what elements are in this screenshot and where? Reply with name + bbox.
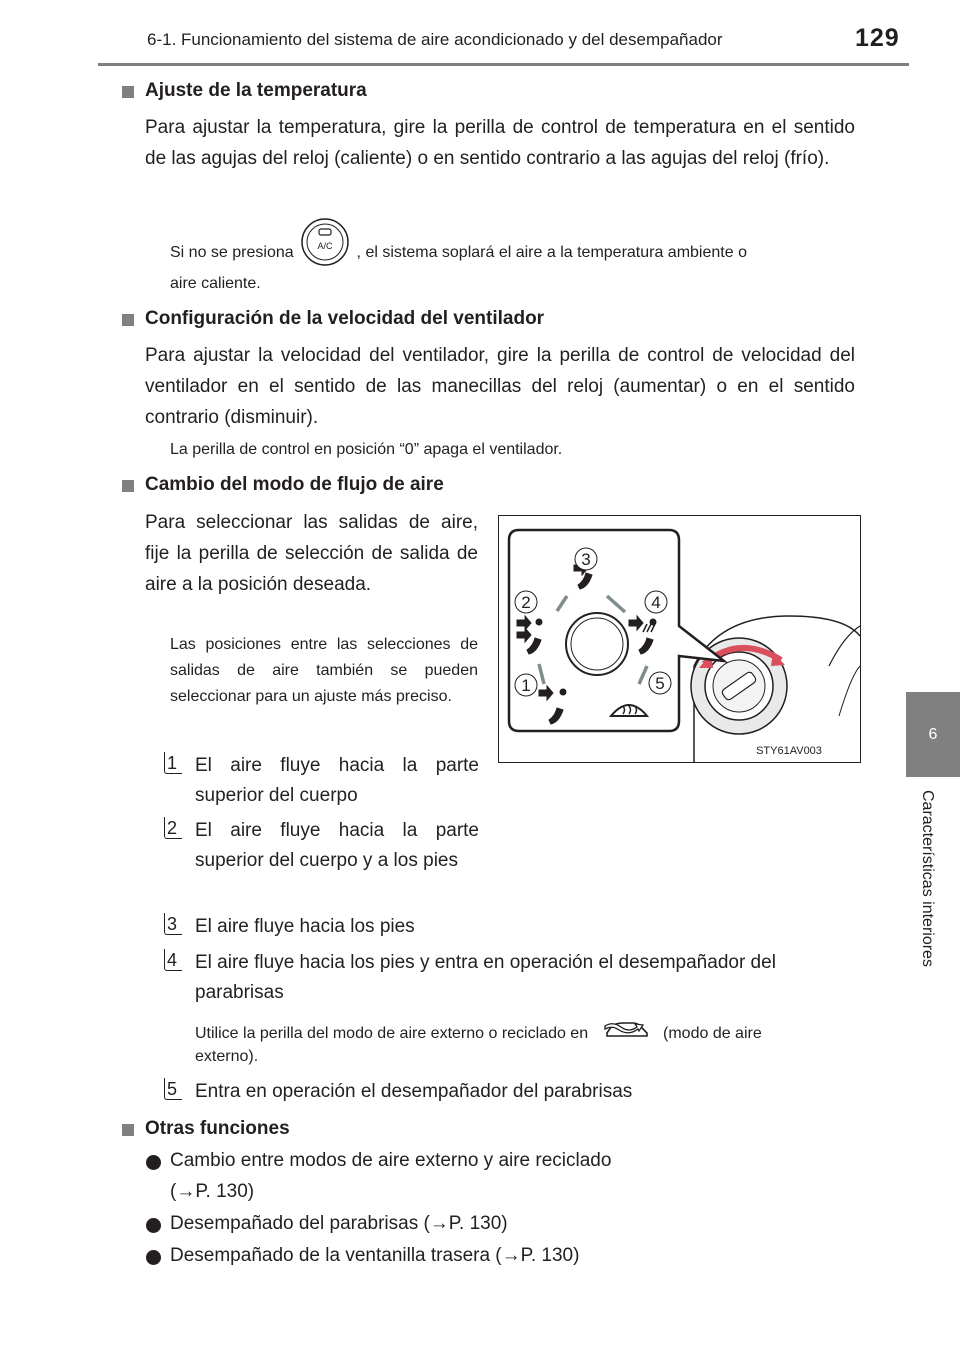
ac-button-icon <box>300 217 350 275</box>
fig-label-4: 4 <box>651 593 661 612</box>
fig-label-1: 1 <box>521 676 531 695</box>
section-marker <box>122 480 134 492</box>
heading-other: Otras funciones <box>145 1118 290 1139</box>
heading-fan: Configuración de la velocidad del ventilador <box>145 308 545 329</box>
temperature-note-before: Si no se presiona <box>170 244 294 262</box>
ac-button-label: A/C <box>317 241 333 251</box>
item4-note-line2: externo). <box>195 1048 259 1065</box>
chapter-tab: 6 <box>906 692 960 777</box>
bullet <box>146 1250 161 1265</box>
section-marker <box>122 86 134 98</box>
fig-label-3: 3 <box>581 550 591 569</box>
temperature-note-line2: aire caliente. <box>170 275 261 292</box>
item4-note-after: (modo de aire <box>663 1025 762 1043</box>
item-number: 4 <box>164 949 184 973</box>
outside-air-icon <box>603 1019 649 1049</box>
airflow-item-5: Entra en operación el desempañador del parabrisas <box>195 1081 633 1102</box>
bullet <box>146 1218 161 1233</box>
item-number: 2 <box>164 817 184 841</box>
heading-airflow: Cambio del modo de flujo de aire <box>145 474 444 495</box>
airflow-item-1: El aire fluye hacia la parte superior del cuerpo <box>195 755 479 806</box>
fan-body: Para ajustar la velocidad del ventilador, gire la perilla de control de velocidad del ventilador en el sentido de las manecillas del reloj (aumentar) o en el sentido contrario (disminuir). <box>145 345 855 428</box>
section-marker <box>122 1124 134 1136</box>
other-bullet-2: Desempañado del parabrisas (→P. 130) <box>170 1213 508 1234</box>
chapter-label: Características interiores <box>919 790 936 967</box>
other-bullet-3: Desempañado de la ventanilla trasera (→P. 130) <box>170 1245 580 1266</box>
fig-label-2: 2 <box>521 593 531 612</box>
fig-label-5: 5 <box>655 674 665 693</box>
header-rule <box>98 63 909 66</box>
airflow-body: Para seleccionar las salidas de aire, fije la perilla de selección de salida de aire a la posición deseada. <box>145 512 478 595</box>
bullet <box>146 1155 161 1170</box>
temperature-body: Para ajustar la temperatura, gire la perilla de control de temperatura en el sentido de las agujas del reloj (caliente) o en sentido contrario a las agujas del reloj (frío). <box>145 117 855 169</box>
item-number: 1 <box>164 752 184 776</box>
heading-temperature: Ajuste de la temperatura <box>145 80 367 101</box>
other-bullet-1-ref: (→P. 130) <box>170 1181 255 1202</box>
airflow-item-2: El aire fluye hacia la parte superior del cuerpo y a los pies <box>195 820 479 871</box>
running-header: 6-1. Funcionamiento del sistema de aire acondicionado y del desempañador <box>147 30 723 49</box>
airflow-diagram <box>499 516 860 762</box>
item-number: 3 <box>164 913 184 937</box>
temperature-note-after: , el sistema soplará el aire a la temperatura ambiente o <box>356 244 747 262</box>
section-marker <box>122 314 134 326</box>
airflow-item-3: El aire fluye hacia los pies <box>195 916 415 937</box>
figure-code: STY61AV003 <box>756 745 822 757</box>
item-number: 5 <box>164 1078 184 1102</box>
airflow-note: Las posiciones entre las selecciones de salidas de aire también se pueden seleccionar para un ajuste más preciso. <box>170 636 478 705</box>
temperature-note <box>170 231 855 275</box>
airflow-figure <box>498 515 861 763</box>
page-number: 129 <box>855 24 900 52</box>
item4-note <box>195 1019 855 1049</box>
fan-note: La perilla de control en posición “0” apaga el ventilador. <box>170 441 563 458</box>
other-bullet-1: Cambio entre modos de aire externo y aire reciclado <box>170 1150 612 1171</box>
item4-note-before: Utilice la perilla del modo de aire externo o reciclado en <box>195 1025 589 1043</box>
airflow-item-4: El aire fluye hacia los pies y entra en operación el desempañador del parabrisas <box>195 952 776 1003</box>
